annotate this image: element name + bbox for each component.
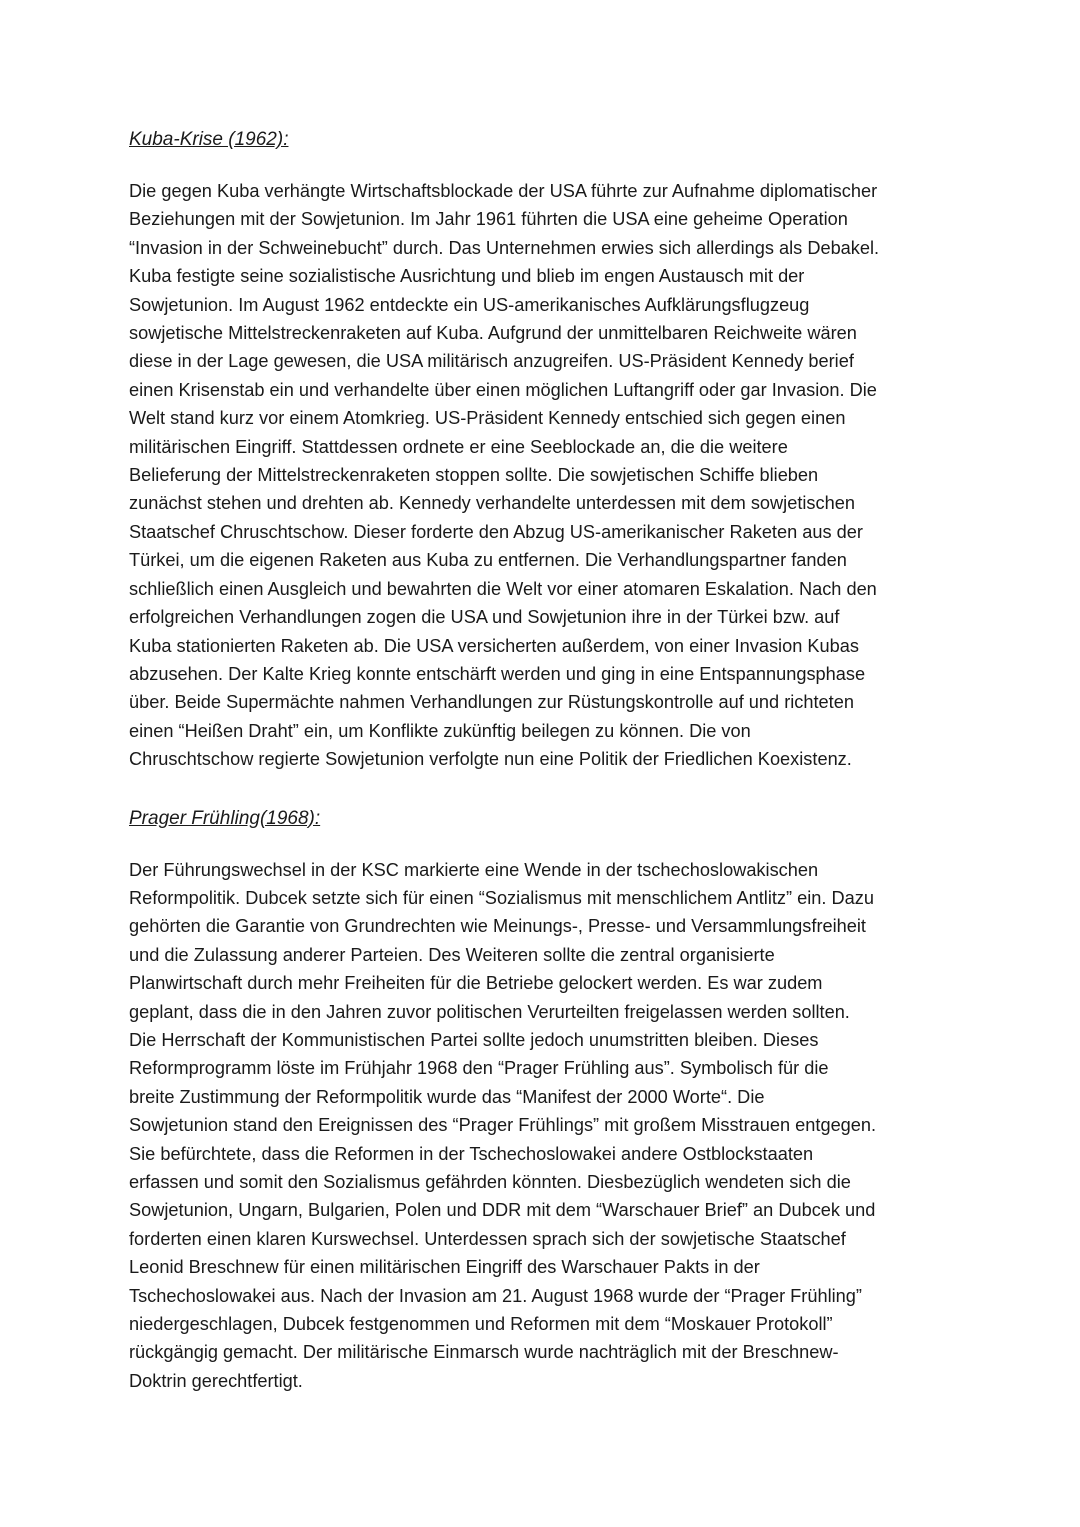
section-paragraph [129, 177, 969, 774]
paragraph-line: Sowjetunion, Ungarn, Bulgarien, Polen und DDR mit dem “Warschauer Brief” an Dubcek und [129, 1200, 876, 1221]
paragraph-line: Belieferung der Mittelstreckenraketen stoppen sollte. Die sowjetischen Schiffe blieben [129, 465, 819, 486]
paragraph-line: Der Führungswechsel in der KSC markierte eine Wende in der tschechoslowakischen [129, 859, 819, 880]
paragraph-line: erfolgreichen Verhandlungen zogen die USA und Sowjetunion ihre in der Türkei bzw. auf [129, 607, 840, 628]
section-title: Kuba-Krise (1962): [129, 129, 289, 150]
section-title: Prager Frühling(1968): [129, 807, 321, 829]
paragraph-line: Leonid Breschnew für einen militärischen Eingriff des Warschauer Pakts in der [129, 1257, 760, 1278]
paragraph-line: Welt stand kurz vor einem Atomkrieg. US-Präsident Kennedy entschied sich gegen einen [129, 408, 846, 429]
section-prager-fruehling [129, 805, 969, 1396]
paragraph-line: niedergeschlagen, Dubcek festgenommen und Reformen mit dem “Moskauer Protokoll” [129, 1314, 833, 1335]
paragraph-line: Kuba stationierten Raketen ab. Die USA versicherten außerdem, von einer Invasion Kubas [129, 635, 859, 656]
paragraph-line: und die Zulassung anderer Parteien. Des Weiteren sollte die zentral organisierte [129, 944, 775, 965]
paragraph-line: Kuba festigte seine sozialistische Ausrichtung und blieb im engen Austausch mit der [129, 266, 805, 287]
paragraph-line: Reformpolitik. Dubcek setzte sich für einen “Sozialismus mit menschlichem Antlitz” ein. Dazu [129, 887, 874, 908]
paragraph-line: Sowjetunion stand den Ereignissen des “Prager Frühlings” mit großem Misstrauen entgegen. [129, 1115, 877, 1136]
section-kuba-krise [129, 126, 969, 774]
paragraph-line: zunächst stehen und drehten ab. Kennedy verhandelte unterdessen mit dem sowjetischen [129, 493, 855, 514]
paragraph-line: diese in der Lage gewesen, die USA militärisch anzugreifen. US-Präsident Kennedy berief [129, 351, 854, 372]
paragraph-line: Sie befürchtete, dass die Reformen in der Tschechoslowakei andere Ostblockstaaten [129, 1143, 814, 1164]
paragraph-line: geplant, dass die in den Jahren zuvor politischen Verurteilten freigelassen werden sollten. [129, 1001, 850, 1022]
paragraph-line: rückgängig gemacht. Der militärische Einmarsch wurde nachträglich mit der Breschnew- [129, 1342, 839, 1363]
paragraph-line: forderten einen klaren Kurswechsel. Unterdessen sprach sich der sowjetische Staatschef [129, 1228, 846, 1249]
paragraph-line: einen “Heißen Draht” ein, um Konflikte zukünftig beilegen zu können. Die von [129, 720, 751, 741]
paragraph-line: Die Herrschaft der Kommunistischen Partei sollte jedoch unumstritten bleiben. Dieses [129, 1029, 819, 1050]
paragraph-line: Staatschef Chruschtschow. Dieser forderte den Abzug US-amerikanischer Raketen aus der [129, 521, 863, 542]
section-paragraph [129, 856, 969, 1396]
paragraph-line: militärischen Eingriff. Stattdessen ordnete er eine Seeblockade an, die die weitere [129, 436, 788, 457]
paragraph-line: Doktrin gerechtfertigt. [129, 1370, 303, 1391]
paragraph-line: schließlich einen Ausgleich und bewahrten die Welt vor einer atomaren Eskalation. Nach den [129, 578, 877, 599]
paragraph-line: Reformprogramm löste im Frühjahr 1968 den “Prager Frühling aus”. Symbolisch für die [129, 1058, 829, 1079]
paragraph-line: erfassen und somit den Sozialismus gefährden könnten. Diesbezüglich wendeten sich die [129, 1172, 851, 1192]
document-page [129, 126, 969, 1395]
paragraph-line: Planwirtschaft durch mehr Freiheiten für die Betriebe gelockert werden. Es war zudem [129, 973, 823, 994]
paragraph-line: sowjetische Mittelstreckenraketen auf Kuba. Aufgrund der unmittelbaren Reichweite wären [129, 323, 857, 344]
paragraph-line: Türkei, um die eigenen Raketen aus Kuba zu entfernen. Die Verhandlungspartner fanden [129, 550, 847, 571]
paragraph-line: “Invasion in der Schweinebucht” durch. Das Unternehmen erwies sich allerdings als Debakel. [129, 237, 880, 258]
paragraph-line: gehörten die Garantie von Grundrechten wie Meinungs-, Presse- und Versammlungsfreiheit [129, 916, 866, 937]
paragraph-line: über. Beide Supermächte nahmen Verhandlungen zur Rüstungskontrolle auf und richteten [129, 692, 854, 713]
paragraph-line: einen Krisenstab ein und verhandelte über einen möglichen Luftangriff oder gar Invasion. Die [129, 379, 877, 400]
paragraph-line: Sowjetunion. Im August 1962 entdeckte ein US-amerikanisches Aufklärungsflugzeug [129, 294, 810, 315]
paragraph-line: Tschechoslowakei aus. Nach der Invasion am 21. August 1968 wurde der “Prager Frühling” [129, 1285, 862, 1306]
paragraph-line: Die gegen Kuba verhängte Wirtschaftsblockade der USA führte zur Aufnahme diplomatischer [129, 181, 878, 201]
paragraph-line: Beziehungen mit der Sowjetunion. Im Jahr 1961 führten die USA eine geheime Operation [129, 209, 848, 230]
paragraph-line: breite Zustimmung der Reformpolitik wurde das “Manifest der 2000 Worte“. Die [129, 1086, 765, 1107]
paragraph-line: abzusehen. Der Kalte Krieg konnte entschärft werden und ging in eine Entspannungsphase [129, 663, 866, 684]
paragraph-line: Chruschtschow regierte Sowjetunion verfolgte nun eine Politik der Friedlichen Koexistenz. [129, 749, 852, 770]
